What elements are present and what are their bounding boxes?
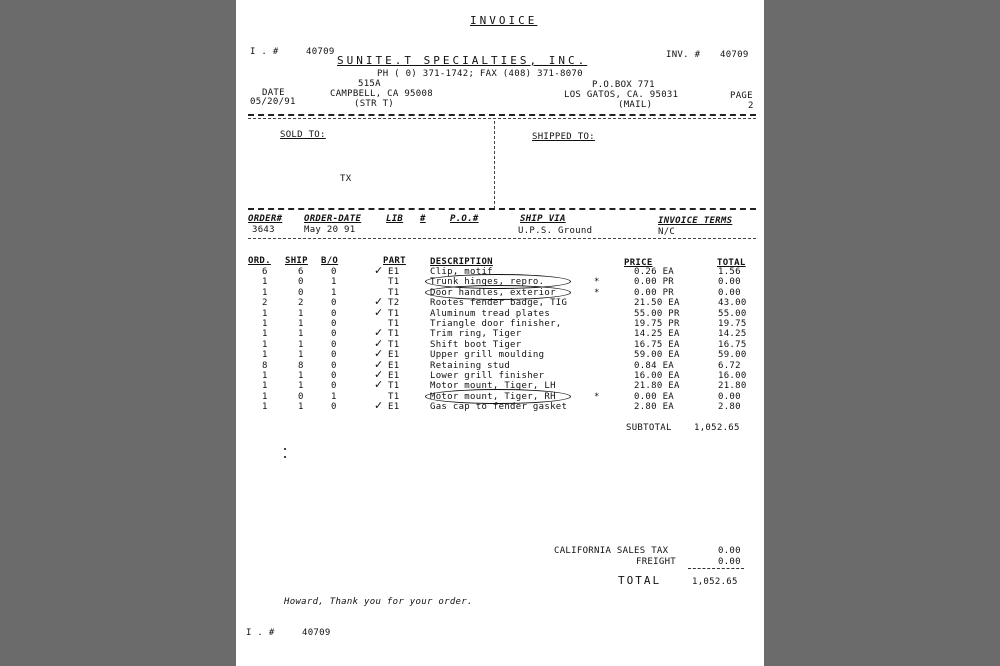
- top-right-invoice-label: INV. #: [666, 50, 701, 60]
- part-cell: T1: [388, 339, 400, 350]
- total-cell: 1.56: [718, 267, 741, 277]
- ship-cell: 1: [298, 402, 304, 413]
- ord-cell: 1: [262, 391, 268, 402]
- total-cell: 16.00: [718, 371, 747, 381]
- address-bottom-divider: [248, 208, 756, 210]
- description-cell: Rootes fender badge, TIG: [430, 298, 568, 309]
- subtotal-label: SUBTOTAL: [626, 423, 672, 433]
- invoice-page: [236, 0, 764, 666]
- speck: [284, 456, 286, 458]
- po-header: P.O.#: [450, 214, 479, 224]
- bo-cell: 0: [331, 319, 337, 329]
- backorder-mark: *: [594, 287, 600, 298]
- price-cell: 0.00 PR: [634, 287, 675, 298]
- total-cell: 21.80: [718, 381, 747, 392]
- bo-cell: 0: [331, 298, 337, 309]
- part-cell: T1: [388, 319, 400, 329]
- price-cell: 14.25 EA: [634, 329, 680, 340]
- ord-column-header: ORD.: [248, 256, 271, 266]
- ship-cell: 0: [298, 391, 304, 402]
- invoice-terms-header: INVOICE TERMS: [658, 216, 733, 226]
- ord-cell: 1: [262, 277, 268, 288]
- check-mark-icon: ✓: [374, 326, 384, 340]
- ord-cell: 1: [262, 350, 268, 361]
- order-date-header: ORDER-DATE: [304, 214, 362, 224]
- check-mark-icon: ✓: [374, 305, 384, 319]
- speck: [284, 448, 286, 450]
- order-date-value: May 20 91: [304, 225, 356, 235]
- order-no-header: ORDER#: [248, 214, 283, 224]
- ship-cell: 8: [298, 360, 304, 371]
- ship-cell: 0: [298, 277, 304, 288]
- bo-cell: 1: [331, 277, 337, 288]
- company-phone: PH ( 0) 371-1742; FAX (408) 371-8070: [377, 69, 583, 79]
- thank-you-note: Howard, Thank you for your order.: [284, 597, 473, 607]
- description-cell: Door handles, exterior: [430, 287, 556, 298]
- total-column-header: TOTAL: [717, 258, 746, 268]
- address-divider: [494, 121, 495, 209]
- ord-cell: 1: [262, 339, 268, 350]
- price-cell: 16.75 EA: [634, 339, 680, 350]
- total-cell: 6.72: [718, 360, 741, 371]
- description-cell: Gas cap to fender gasket: [430, 402, 568, 413]
- description-cell: Trunk hinges, repro.: [430, 277, 545, 288]
- description-cell: Motor mount, Tiger, LH: [430, 381, 556, 392]
- ship-column-header: SHIP: [285, 256, 308, 266]
- ship-cell: 1: [298, 339, 304, 350]
- total-cell: 16.75: [718, 339, 747, 350]
- order-info-divider: [248, 238, 756, 239]
- part-cell: T1: [388, 381, 400, 392]
- bottom-invoice-number: 40709: [302, 628, 331, 638]
- description-cell: Upper grill moulding: [430, 350, 545, 361]
- top-left-invoice-label: I . #: [250, 47, 279, 57]
- header-divider: [248, 114, 756, 116]
- total-cell: 59.00: [718, 350, 747, 361]
- top-left-invoice-number: 40709: [306, 47, 335, 57]
- description-cell: Motor mount, Tiger, RH: [430, 391, 556, 402]
- part-cell: T1: [388, 277, 400, 288]
- check-mark-icon: ✓: [374, 378, 384, 392]
- backorder-mark: *: [594, 391, 600, 402]
- check-mark-icon: ✓: [374, 357, 384, 371]
- bottom-invoice-label: I . #: [246, 628, 275, 638]
- bo-cell: 0: [331, 339, 337, 350]
- ship-cell: 1: [298, 371, 304, 381]
- bo-column-header: B/O: [321, 256, 339, 266]
- total-label: TOTAL: [618, 574, 662, 587]
- bo-cell: 0: [331, 402, 337, 413]
- price-column-header: PRICE: [624, 258, 653, 268]
- description-cell: Lower grill finisher: [430, 371, 545, 381]
- ord-cell: 2: [262, 298, 268, 309]
- company-city: CAMPBELL, CA 95008: [330, 89, 433, 99]
- description-cell: Aluminum tread plates: [430, 308, 551, 319]
- total-cell: 14.25: [718, 329, 747, 340]
- bo-cell: 1: [331, 287, 337, 298]
- part-cell: T1: [388, 329, 400, 340]
- page-value: 2: [748, 101, 754, 111]
- ship-cell: 1: [298, 350, 304, 361]
- ord-cell: 1: [262, 402, 268, 413]
- price-cell: 2.80 EA: [634, 402, 675, 413]
- total-cell: 0.00: [718, 277, 741, 288]
- invoice-title: INVOICE: [470, 14, 538, 27]
- part-cell: E1: [388, 402, 400, 413]
- ord-cell: 1: [262, 381, 268, 392]
- price-cell: 21.80 EA: [634, 381, 680, 392]
- ord-cell: 6: [262, 267, 268, 277]
- ord-cell: 1: [262, 371, 268, 381]
- company-street-tag: (STR T): [354, 99, 395, 109]
- check-mark-icon: ✓: [374, 295, 384, 309]
- bo-cell: 0: [331, 360, 337, 371]
- price-cell: 59.00 EA: [634, 350, 680, 361]
- bo-cell: 0: [331, 381, 337, 392]
- sold-to-line2: TX: [340, 174, 352, 184]
- ship-cell: 2: [298, 298, 304, 309]
- part-cell: T1: [388, 391, 400, 402]
- total-cell: 2.80: [718, 402, 741, 413]
- total-cell: 0.00: [718, 391, 741, 402]
- ord-cell: 1: [262, 329, 268, 340]
- bo-cell: 0: [331, 350, 337, 361]
- sales-tax-value: 0.00: [718, 546, 741, 556]
- total-rule: [688, 568, 744, 569]
- part-cell: E1: [388, 360, 400, 371]
- description-cell: Retaining stud: [430, 360, 511, 371]
- header-divider-2: [248, 118, 756, 119]
- ship-cell: 1: [298, 329, 304, 340]
- subtotal-value: 1,052.65: [694, 423, 740, 433]
- part-cell: E1: [388, 350, 400, 361]
- price-cell: 16.00 EA: [634, 371, 680, 381]
- ship-cell: 1: [298, 381, 304, 392]
- part-cell: E1: [388, 371, 400, 381]
- ship-cell: 6: [298, 267, 304, 277]
- part-column-header: PART: [383, 256, 406, 266]
- invoice-terms-value: N/C: [658, 227, 676, 237]
- company-mail-tag: (MAIL): [618, 100, 653, 110]
- order-no-value: 3643: [252, 225, 275, 235]
- price-cell: 0.26 EA: [634, 267, 675, 277]
- backorder-mark: *: [594, 277, 600, 288]
- part-cell: T2: [388, 298, 400, 309]
- company-street: 515A: [358, 79, 381, 89]
- total-cell: 19.75: [718, 319, 747, 329]
- ship-cell: 0: [298, 287, 304, 298]
- company-mail-city: LOS GATOS, CA. 95031: [564, 90, 679, 100]
- check-mark-icon: ✓: [374, 399, 384, 413]
- check-mark-icon: ✓: [374, 347, 384, 361]
- part-cell: E1: [388, 267, 400, 277]
- page-label: PAGE: [730, 91, 753, 101]
- ord-cell: 1: [262, 319, 268, 329]
- ship-cell: 1: [298, 308, 304, 319]
- top-right-invoice-number: 40709: [720, 50, 749, 60]
- freight-value: 0.00: [718, 557, 741, 567]
- bo-cell: 0: [331, 329, 337, 340]
- total-cell: 55.00: [718, 308, 747, 319]
- description-cell: Trim ring, Tiger: [430, 329, 522, 340]
- price-cell: 0.00 EA: [634, 391, 675, 402]
- ship-via-value: U.P.S. Ground: [518, 226, 593, 236]
- sales-tax-label: CALIFORNIA SALES TAX: [554, 546, 669, 556]
- check-mark-icon: ✓: [374, 264, 384, 277]
- company-pobox: P.O.BOX 771: [592, 80, 655, 90]
- ord-cell: 8: [262, 360, 268, 371]
- description-cell: Shift boot Tiger: [430, 339, 522, 350]
- ship-cell: 1: [298, 319, 304, 329]
- part-cell: T1: [388, 287, 400, 298]
- company-name: SUNITE.T SPECIALTIES, INC.: [337, 54, 588, 67]
- sold-to-label: SOLD TO:: [280, 130, 326, 140]
- description-cell: Triangle door finisher,: [430, 319, 562, 329]
- total-cell: 43.00: [718, 298, 747, 309]
- ord-cell: 1: [262, 308, 268, 319]
- shipped-to-label: SHIPPED TO:: [532, 132, 595, 142]
- ship-via-header: SHIP VIA: [520, 214, 566, 224]
- hash-header: #: [420, 214, 426, 224]
- bo-cell: 0: [331, 308, 337, 319]
- price-cell: 19.75 PR: [634, 319, 680, 329]
- total-cell: 0.00: [718, 287, 741, 298]
- ord-cell: 1: [262, 287, 268, 298]
- description-column-header: DESCRIPTION: [430, 257, 493, 267]
- bo-cell: 1: [331, 391, 337, 402]
- check-mark-icon: ✓: [374, 336, 384, 350]
- total-value: 1,052.65: [692, 577, 738, 587]
- lib-header: LIB: [386, 214, 404, 224]
- description-cell: Clip, motif: [430, 267, 493, 277]
- price-cell: 55.00 PR: [634, 308, 680, 319]
- freight-label: FREIGHT: [636, 557, 677, 567]
- date-value: 05/20/91: [250, 97, 296, 107]
- part-cell: T1: [388, 308, 400, 319]
- bo-cell: 0: [331, 371, 337, 381]
- check-mark-icon: ✓: [374, 368, 384, 381]
- price-cell: 0.00 PR: [634, 277, 675, 288]
- price-cell: 0.84 EA: [634, 360, 675, 371]
- bo-cell: 0: [331, 267, 337, 277]
- price-cell: 21.50 EA: [634, 298, 680, 309]
- date-label: DATE: [262, 88, 285, 98]
